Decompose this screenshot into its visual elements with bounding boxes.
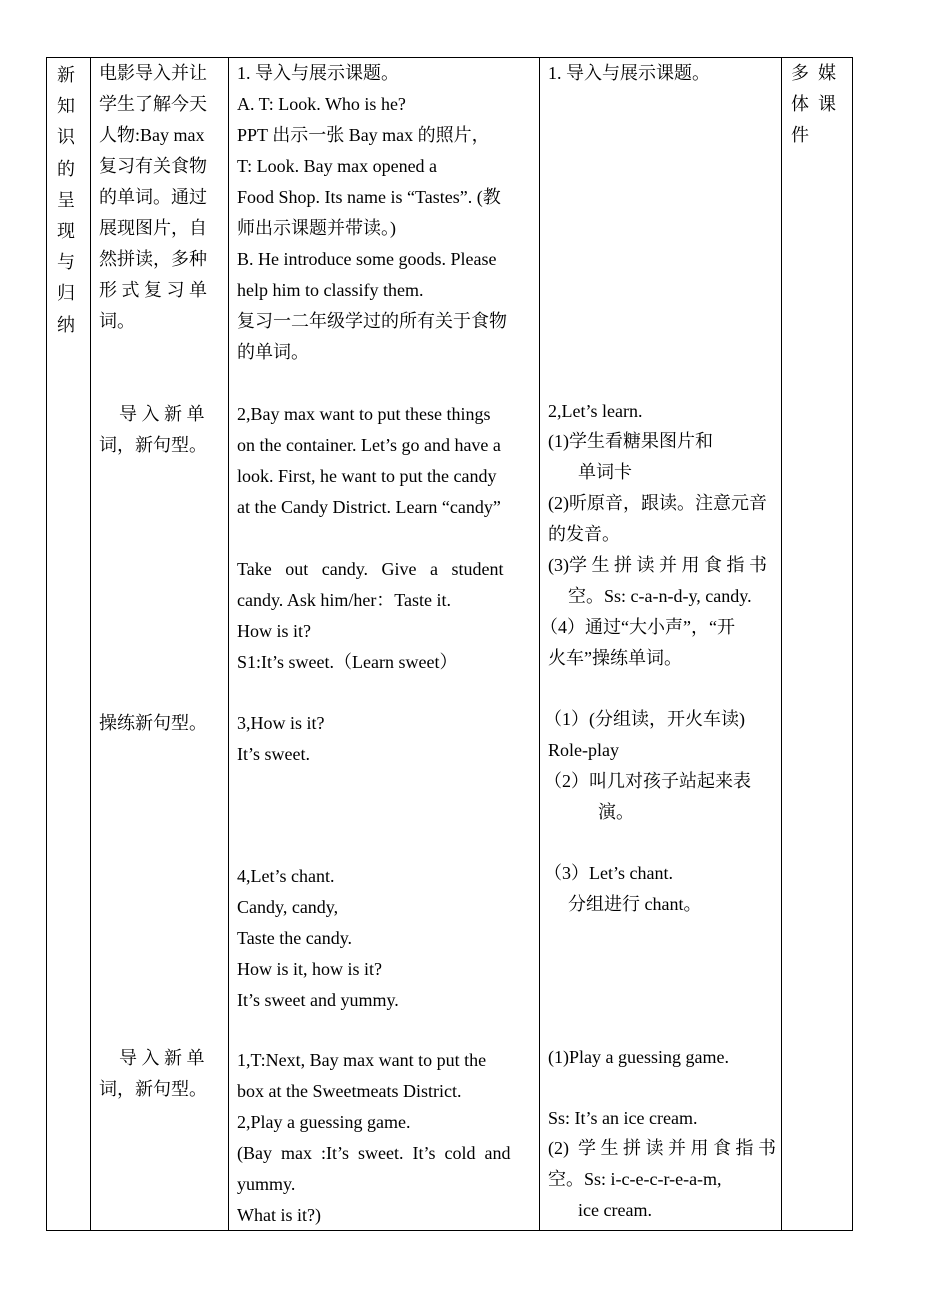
- student-line: 分组进行 chant。: [568, 894, 702, 914]
- section-title-vertical: [57, 60, 75, 341]
- purpose-line: 词，新句型。: [99, 1079, 207, 1099]
- media-cell: [782, 58, 853, 1231]
- student-line: （4）通过“大小声”，“开: [540, 617, 735, 637]
- teacher-line: (Bay max :It’s sweet. It’s cold and: [237, 1143, 511, 1163]
- student-line: 单词卡: [578, 462, 632, 482]
- lesson-plan-table: [46, 57, 853, 1231]
- student-line: 演。: [598, 802, 634, 822]
- purpose-line: 人物:Bay max: [99, 125, 205, 145]
- student-line: 火车”操练单词。: [548, 648, 682, 668]
- teacher-line: help him to classify them.: [237, 280, 424, 300]
- teacher-line: Taste the candy.: [237, 928, 353, 948]
- teacher-line: Food Shop. Its name is “Tastes”. (教: [237, 187, 501, 207]
- student-line: (1)Play a guessing game.: [548, 1047, 729, 1067]
- section-title-char: 的: [57, 158, 75, 179]
- student-line: (3)学 生 拼 读 并 用 食 指 书: [548, 555, 767, 575]
- section-title-char: 呈: [57, 189, 75, 210]
- section-title-char: 归: [57, 283, 75, 304]
- purpose-cell: [91, 58, 229, 1231]
- purpose-line: 操练新句型。: [99, 713, 207, 733]
- teacher-line: on the container. Let’s go and have a: [237, 435, 501, 455]
- teacher-line: How is it?: [237, 621, 311, 641]
- student-line: （1）(分组读，开火车读): [544, 709, 745, 729]
- teacher-line: 2,Play a guessing game.: [237, 1112, 411, 1132]
- teacher-line: box at the Sweetmeats District.: [237, 1081, 462, 1101]
- teacher-line: T: Look. Bay max opened a: [237, 156, 438, 176]
- media-line: 多 媒: [791, 63, 836, 83]
- student-line: （2）叫几对孩子站起来表: [544, 771, 751, 791]
- student-line: 1. 导入与展示课题。: [548, 63, 710, 83]
- teacher-line: 4,Let’s chant.: [237, 866, 335, 886]
- purpose-line: 的单词。通过: [99, 187, 207, 207]
- teacher-line: What is it?): [237, 1205, 321, 1225]
- teacher-line: 的单词。: [237, 342, 309, 362]
- student-line: 的发音。: [548, 524, 620, 544]
- purpose-line: 导 入 新 单: [119, 404, 205, 424]
- purpose-line: 形 式 复 习 单: [99, 280, 207, 300]
- teacher-line: It’s sweet.: [237, 744, 310, 764]
- teacher-line: 师出示课题并带读。): [237, 218, 396, 238]
- student-line: ice cream.: [578, 1200, 652, 1220]
- purpose-line: 词，新句型。: [99, 435, 207, 455]
- student-activity-cell: [540, 58, 782, 1231]
- purpose-line: 电影导入并让: [99, 63, 207, 83]
- section-title-cell: [47, 58, 91, 1231]
- teacher-line: PPT 出示一张 Bay max 的照片，: [237, 125, 490, 145]
- teacher-line: How is it, how is it?: [237, 959, 383, 979]
- student-line: Ss: It’s an ice cream.: [548, 1108, 698, 1128]
- section-title-char: 纳: [57, 314, 75, 335]
- purpose-line: 词。: [99, 311, 135, 331]
- student-line: (2) 学 生 拼 读 并 用 食 指 书: [548, 1138, 776, 1158]
- teacher-line: B. He introduce some goods. Please: [237, 249, 497, 269]
- purpose-line: 导 入 新 单: [119, 1048, 205, 1068]
- purpose-line: 学生了解今天: [99, 94, 207, 114]
- section-title-char: 新: [57, 65, 75, 85]
- purpose-line: 然拼读，多种: [99, 249, 207, 269]
- teacher-line: Take out candy. Give a student: [237, 559, 504, 579]
- teacher-line: look. First, he want to put the candy: [237, 466, 497, 486]
- section-title-char: 与: [57, 252, 75, 273]
- teacher-line: S1:It’s sweet.（Learn sweet）: [237, 652, 458, 672]
- teacher-activity-cell: [229, 58, 540, 1231]
- teacher-line: 2,Bay max want to put these things: [237, 404, 491, 424]
- student-line: （3）Let’s chant.: [544, 863, 673, 883]
- student-line: Role-play: [548, 740, 619, 760]
- media-line: 体 课: [791, 94, 836, 114]
- purpose-line: 复习有关食物: [99, 156, 207, 176]
- teacher-line: Candy, candy,: [237, 897, 339, 917]
- student-line: 2,Let’s learn.: [548, 401, 643, 421]
- teacher-line: A. T: Look. Who is he?: [237, 94, 406, 114]
- teacher-line: 1. 导入与展示课题。: [237, 63, 399, 83]
- teacher-line: 3,How is it?: [237, 713, 325, 733]
- purpose-line: 展现图片，自: [99, 218, 207, 238]
- table-row: [47, 58, 853, 1231]
- student-line: (1)学生看糖果图片和: [548, 431, 713, 451]
- media-line: 件: [791, 125, 809, 145]
- teacher-line: at the Candy District. Learn “candy”: [237, 497, 501, 517]
- teacher-line: It’s sweet and yummy.: [237, 990, 399, 1010]
- teacher-line: 1,T:Next, Bay max want to put the: [237, 1050, 487, 1070]
- teacher-line: candy. Ask him/her：Taste it.: [237, 590, 452, 610]
- student-line: 空。Ss: i-c-e-c-r-e-a-m,: [548, 1169, 722, 1189]
- section-title-char: 知: [57, 96, 75, 117]
- teacher-line: 复习一二年级学过的所有关于食物: [237, 311, 507, 331]
- section-title-char: 识: [57, 127, 75, 148]
- student-line: 空。Ss: c-a-n-d-y, candy.: [568, 586, 752, 606]
- teacher-line: yummy.: [237, 1174, 296, 1194]
- student-line: (2)听原音，跟读。注意元音: [548, 493, 767, 513]
- section-title-char: 现: [57, 221, 75, 242]
